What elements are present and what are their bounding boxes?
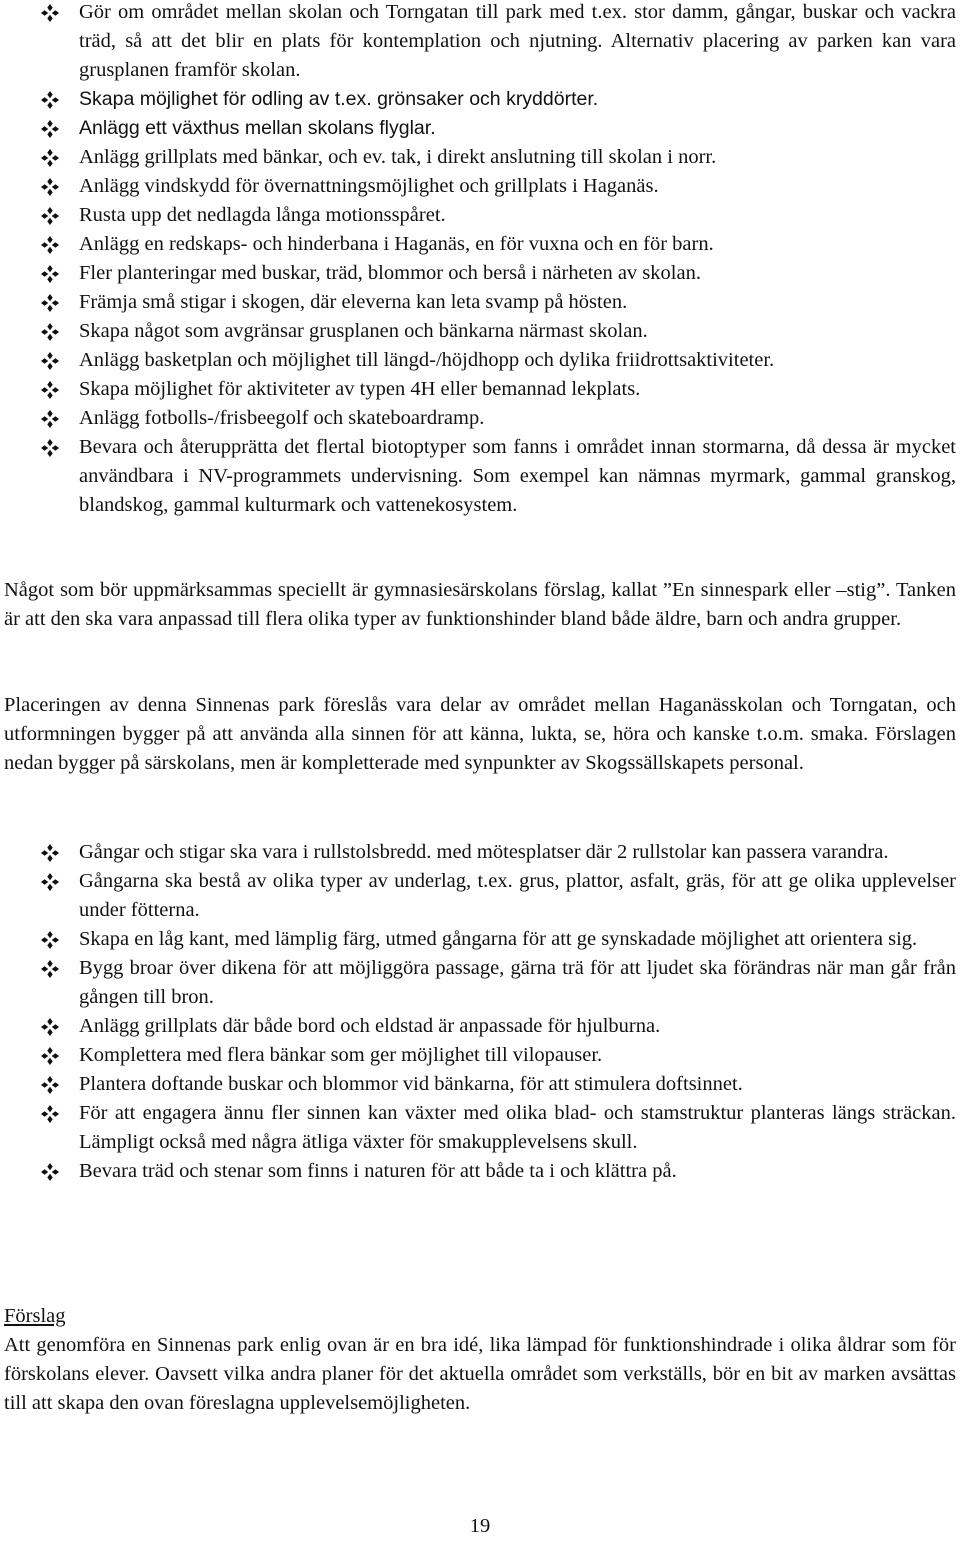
four-diamond-bullet-icon xyxy=(38,1012,62,1041)
list-item-text: Anlägg ett växthus mellan skolans flyglar. xyxy=(79,117,436,139)
list-item xyxy=(0,143,956,172)
list-item-text: Bygg broar över dikena för att möjliggöra passage, gärna trä för att ljudet ska förändras när man går från gången till bron. xyxy=(79,957,956,1008)
four-diamond-bullet-icon xyxy=(38,925,62,954)
four-diamond-bullet-icon xyxy=(38,288,62,317)
four-diamond-bullet-icon xyxy=(38,375,62,404)
four-diamond-bullet-icon xyxy=(38,143,62,172)
list-item-text: Gör om området mellan skolan och Torngatan till park med t.ex. stor damm, gångar, buskar och vackra träd, så att det blir en plats för kontemplation och njutning. Alternativ placering av parken kan vara grusplanen framför skolan. xyxy=(79,1,956,81)
four-diamond-bullet-icon xyxy=(38,85,62,114)
list-item xyxy=(0,1012,956,1041)
four-diamond-bullet-icon xyxy=(38,201,62,230)
sinnespark-list xyxy=(0,838,956,1186)
activity-list xyxy=(0,0,956,520)
list-item xyxy=(0,114,956,143)
list-item xyxy=(0,1157,956,1186)
list-item-text: Anlägg grillplats med bänkar, och ev. tak, i direkt anslutning till skolan i norr. xyxy=(79,146,717,168)
list-item xyxy=(0,925,956,954)
list-item xyxy=(0,85,956,114)
four-diamond-bullet-icon xyxy=(38,114,62,143)
four-diamond-bullet-icon xyxy=(38,0,62,27)
list-item xyxy=(0,1070,956,1099)
list-item xyxy=(0,1041,956,1070)
four-diamond-bullet-icon xyxy=(38,1041,62,1070)
list-item xyxy=(0,230,956,259)
list-item-text: Anlägg basketplan och möjlighet till längd-/höjdhopp och dylika friidrottsaktiviteter. xyxy=(79,349,775,371)
list-item-text: Rusta upp det nedlagda långa motionsspåret. xyxy=(79,204,446,226)
list-item-text: Komplettera med flera bänkar som ger möjlighet till vilopauser. xyxy=(79,1044,603,1066)
list-item xyxy=(0,867,956,925)
list-item-text: Skapa något som avgränsar grusplanen och bänkarna närmast skolan. xyxy=(79,320,648,342)
list-item-text: Gångar och stigar ska vara i rullstolsbredd. med mötesplatser där 2 rullstolar kan passera varandra. xyxy=(79,841,889,863)
paragraph-placering: Placeringen av denna Sinnenas park föreslås vara delar av området mellan Haganässkolan och Torngatan, och utformningen bygger på att använda alla sinnen för att känna, lukta, se, höra och kanske t.o.m. smaka. Förslagen nedan bygger på särskolans, men är kompletterade med synpunkter av Skogssällskapets personal. xyxy=(4,694,956,774)
list-item xyxy=(0,288,956,317)
four-diamond-bullet-icon xyxy=(38,954,62,983)
list-item-text: Gångarna ska bestå av olika typer av underlag, t.ex. grus, plattor, asfalt, gräs, för att ge olika upplevelser under fötterna. xyxy=(79,870,956,921)
list-item-text: Fler planteringar med buskar, träd, blommor och berså i närheten av skolan. xyxy=(79,262,701,284)
list-item-text: Bevara och återupprätta det flertal biotoptyper som fanns i området innan stormarna, då dessa är mycket användbara i NV-programmets undervisning. Som exempel kan nämnas myrmark, gammal granskog, blandskog, gammal kulturmark och vattenekosystem. xyxy=(79,436,956,516)
list-item xyxy=(0,1099,956,1157)
four-diamond-bullet-icon xyxy=(38,172,62,201)
four-diamond-bullet-icon xyxy=(38,1099,62,1128)
paragraph-sinnespark-intro: Något som bör uppmärksammas speciellt är gymnasiesärskolans förslag, kallat ”En sinnespark eller –stig”. Tanken är att den ska vara anpassad till flera olika typer av funktionshinder bland både äldre, barn och andra grupper. xyxy=(4,579,956,630)
paragraph-forslag: Att genomföra en Sinnenas park enlig ovan är en bra idé, lika lämpad för funktionshindrade i olika åldrar som för förskolans elever. Oavsett vilka andra planer för det aktuella området som verkställs, bör en bit av marken avsättas till att skapa den ovan föreslagna upplevelsemöjligheten. xyxy=(4,1334,956,1414)
list-item-text: Plantera doftande buskar och blommor vid bänkarna, för att stimulera doftsinnet. xyxy=(79,1073,743,1095)
four-diamond-bullet-icon xyxy=(38,1157,62,1186)
list-item xyxy=(0,433,956,520)
list-item xyxy=(0,954,956,1012)
section-heading-forslag: Förslag xyxy=(4,1305,66,1327)
list-item xyxy=(0,346,956,375)
list-item xyxy=(0,317,956,346)
page-number: 19 xyxy=(469,1515,491,1537)
four-diamond-bullet-icon xyxy=(38,1070,62,1099)
list-item-text: Anlägg fotbolls-/frisbeegolf och skateboardramp. xyxy=(79,407,485,429)
list-item xyxy=(0,172,956,201)
four-diamond-bullet-icon xyxy=(38,433,62,462)
list-item-text: Främja små stigar i skogen, där eleverna kan leta svamp på hösten. xyxy=(79,291,628,313)
list-item-text: Anlägg en redskaps- och hinderbana i Haganäs, en för vuxna och en för barn. xyxy=(79,233,714,255)
list-item xyxy=(0,838,956,867)
list-item xyxy=(0,404,956,433)
four-diamond-bullet-icon xyxy=(38,404,62,433)
list-item-text: Anlägg grillplats där både bord och eldstad är anpassade för hjulburna. xyxy=(79,1015,661,1037)
list-item xyxy=(0,0,956,85)
four-diamond-bullet-icon xyxy=(38,346,62,375)
four-diamond-bullet-icon xyxy=(38,259,62,288)
list-item xyxy=(0,201,956,230)
four-diamond-bullet-icon xyxy=(38,838,62,867)
list-item-text: Anlägg vindskydd för övernattningsmöjlighet och grillplats i Haganäs. xyxy=(79,175,659,197)
list-item-text: Skapa möjlighet för odling av t.ex. grönsaker och kryddörter. xyxy=(79,88,599,110)
list-item xyxy=(0,259,956,288)
list-item xyxy=(0,375,956,404)
list-item-text: Skapa möjlighet för aktiviteter av typen 4H eller bemannad lekplats. xyxy=(79,378,641,400)
list-item-text: Skapa en låg kant, med lämplig färg, utmed gångarna för att ge synskadade möjlighet att orientera sig. xyxy=(79,928,918,950)
four-diamond-bullet-icon xyxy=(38,230,62,259)
list-item-text: Bevara träd och stenar som finns i naturen för att både ta i och klättra på. xyxy=(79,1160,677,1182)
four-diamond-bullet-icon xyxy=(38,317,62,346)
list-item-text: För att engagera ännu fler sinnen kan växter med olika blad- och stamstruktur planteras längs sträckan. Lämpligt också med några ätliga växter för smakupplevelsens skull. xyxy=(79,1102,956,1153)
four-diamond-bullet-icon xyxy=(38,867,62,896)
